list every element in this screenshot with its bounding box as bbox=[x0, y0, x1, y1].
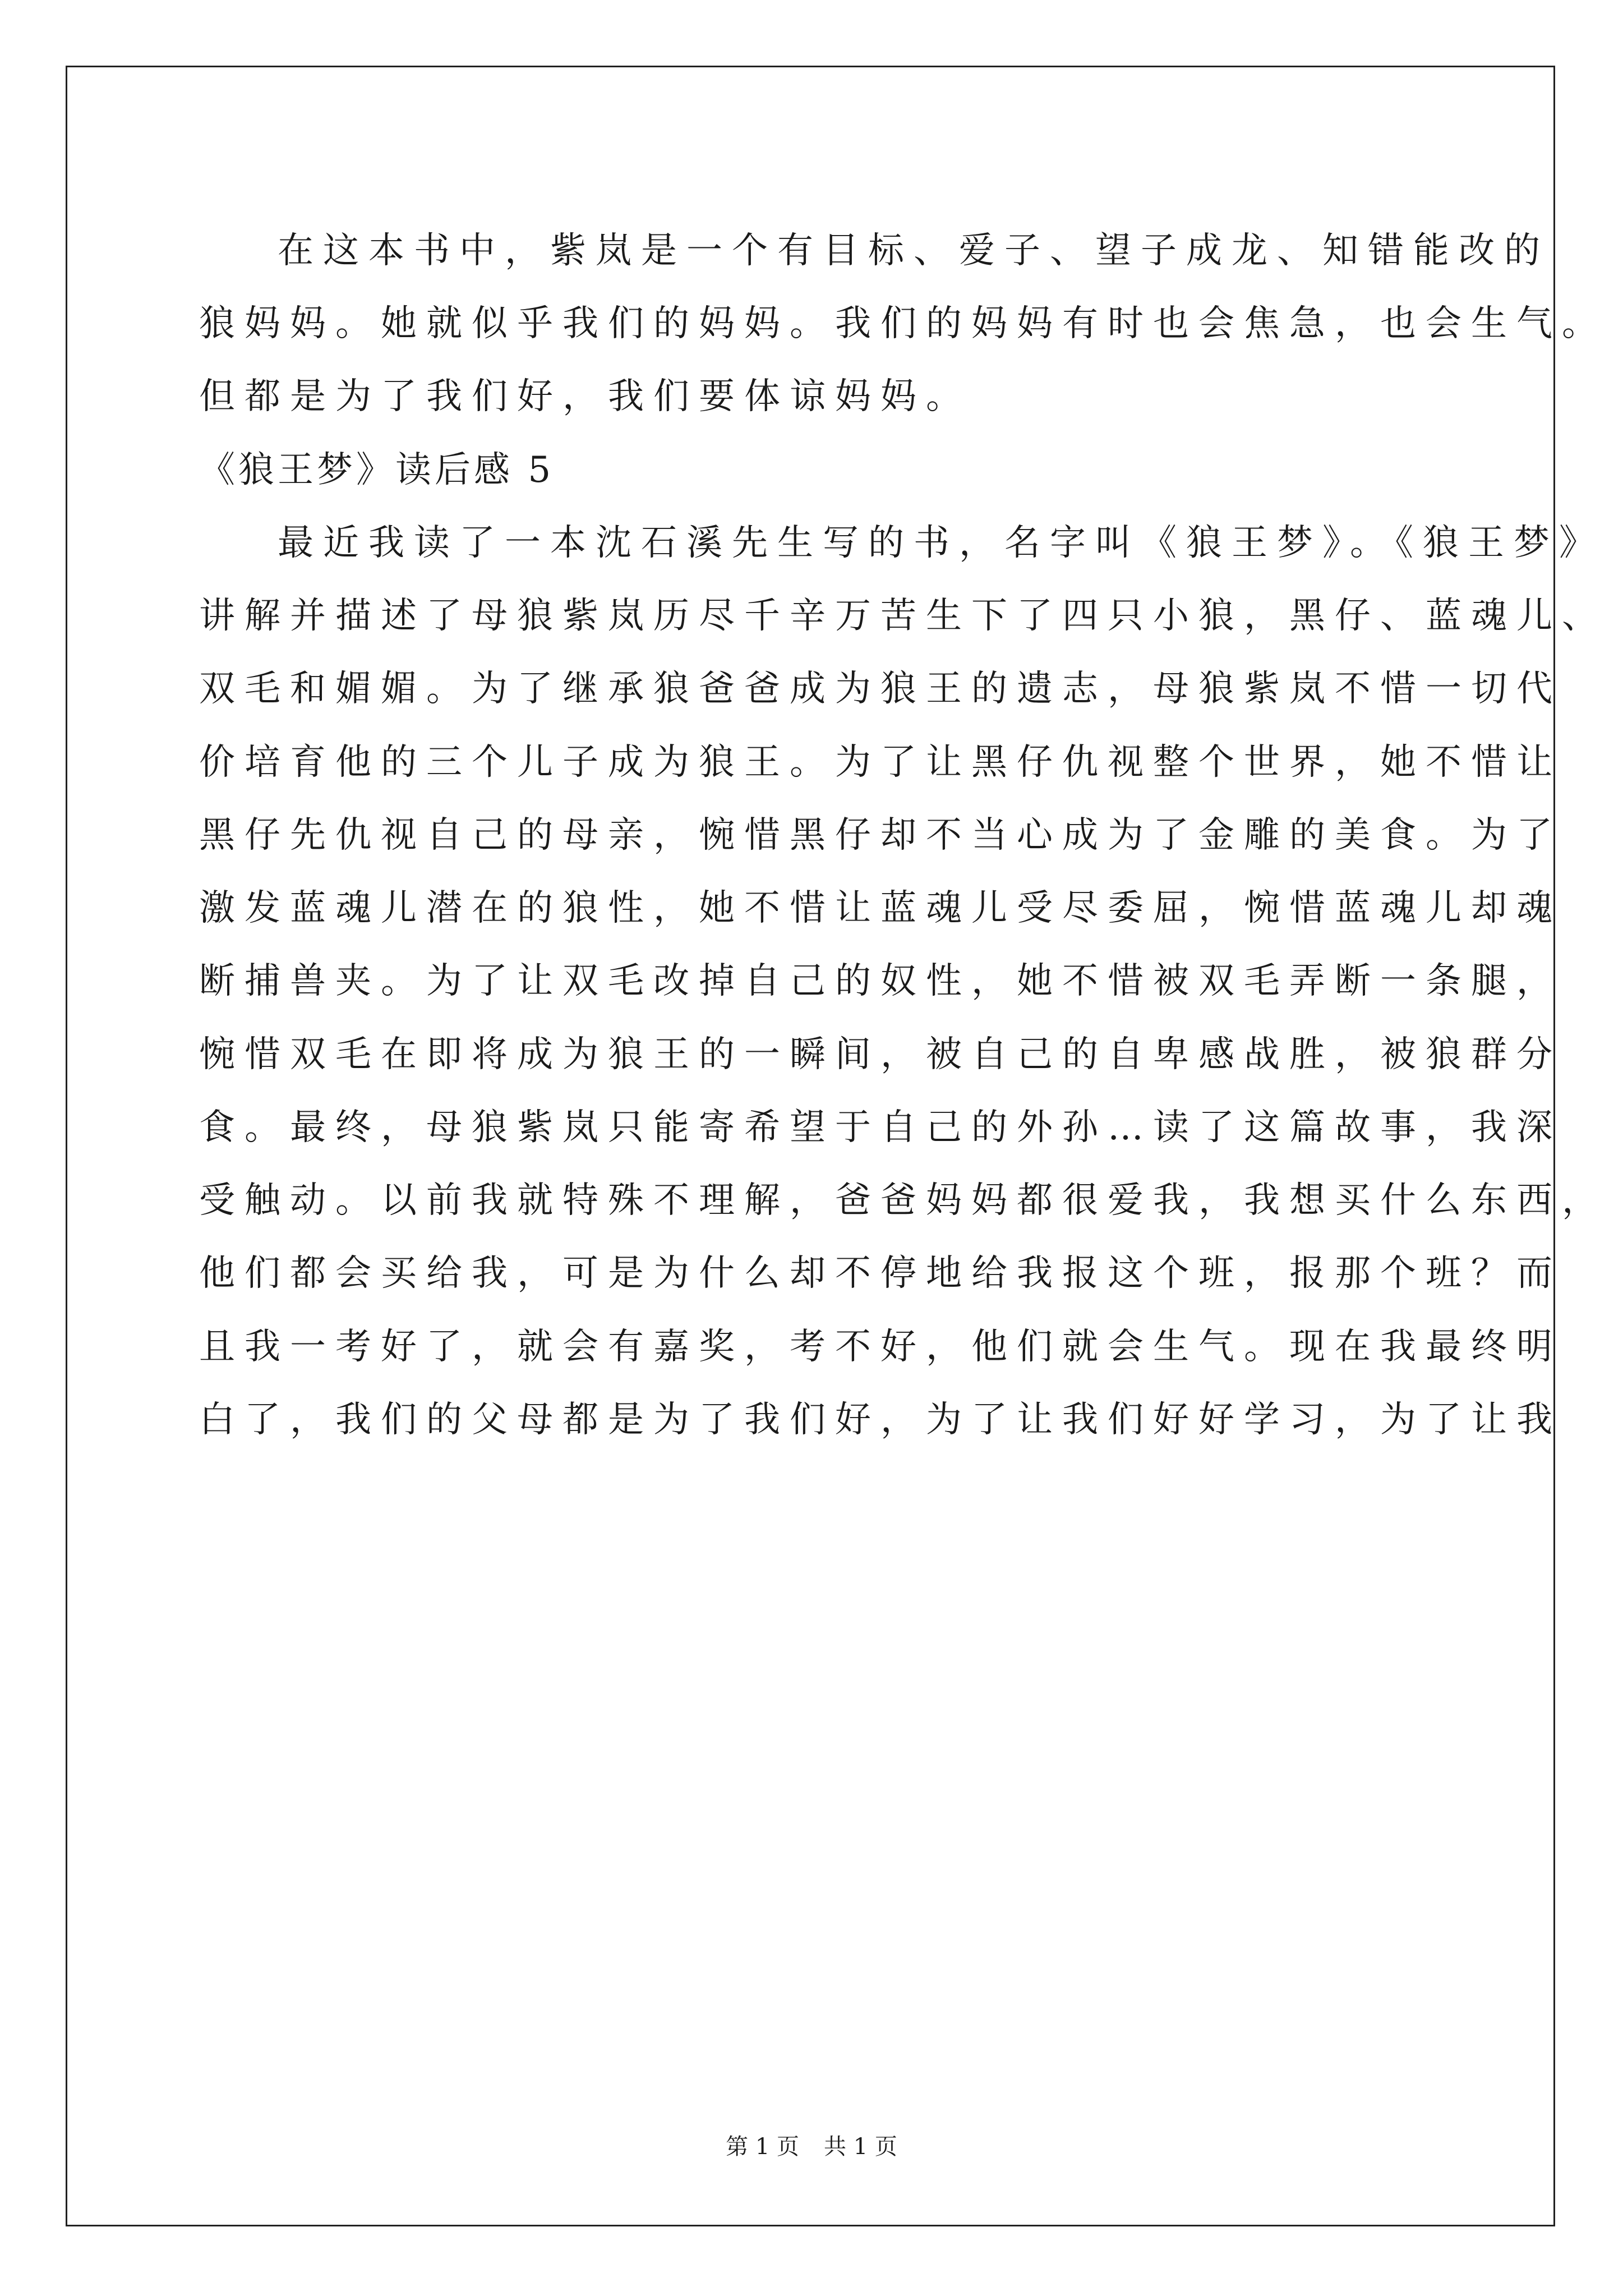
paragraph-line: 断捕兽夹。为了让双毛改掉自己的奴性，她不惜被双毛弄断一条腿， bbox=[199, 960, 1562, 1002]
paragraph-line: 狼妈妈。她就似乎我们的妈妈。我们的妈妈有时也会焦急，也会生气。 bbox=[199, 303, 1607, 344]
paragraph-line: 讲解并描述了母狼紫岚历尽千辛万苦生下了四只小狼，黑仔、蓝魂儿、 bbox=[199, 595, 1607, 637]
page-footer bbox=[0, 2133, 1623, 2161]
page-number-total: 共 1 页 bbox=[824, 2134, 897, 2160]
paragraph-line: 最近我读了一本沈石溪先生写的书，名字叫《狼王梦》。《狼王梦》 bbox=[278, 522, 1604, 564]
paragraph-line: 激发蓝魂儿潜在的狼性，她不惜让蓝魂儿受尽委屈，惋惜蓝魂儿却魂 bbox=[199, 887, 1562, 929]
paragraph-line: 且我一考好了，就会有嘉奖，考不好，他们就会生气。现在我最终明 bbox=[199, 1326, 1562, 1368]
paragraph-line: 白了，我们的父母都是为了我们好，为了让我们好好学习，为了让我 bbox=[199, 1399, 1562, 1441]
paragraph-line: 价培育他的三个儿子成为狼王。为了让黑仔仇视整个世界，她不惜让 bbox=[199, 742, 1562, 783]
page-number-current: 第 1 页 bbox=[726, 2134, 799, 2160]
paragraph-line: 双毛和媚媚。为了继承狼爸爸成为狼王的遗志，母狼紫岚不惜一切代 bbox=[199, 668, 1562, 710]
paragraph-line: 惋惜双毛在即将成为狼王的一瞬间，被自己的自卑感战胜，被狼群分 bbox=[199, 1034, 1562, 1075]
paragraph-line: 食。最终，母狼紫岚只能寄希望于自己的外孙…读了这篇故事，我深 bbox=[199, 1107, 1562, 1148]
paragraph-line: 在这本书中，紫岚是一个有目标、爱子、望子成龙、知错能改的 bbox=[278, 230, 1550, 272]
section-heading: 《狼王梦》读后感 5 bbox=[199, 449, 555, 491]
paragraph-line: 但都是为了我们好，我们要体谅妈妈。 bbox=[199, 376, 971, 417]
paragraph-line: 黑仔先仇视自己的母亲，惋惜黑仔却不当心成为了金雕的美食。为了 bbox=[199, 815, 1562, 856]
paragraph-line: 受触动。以前我就特殊不理解，爸爸妈妈都很爱我，我想买什么东西， bbox=[199, 1180, 1607, 1221]
paragraph-line: 他们都会买给我，可是为什么却不停地给我报这个班，报那个班？而 bbox=[199, 1253, 1562, 1294]
